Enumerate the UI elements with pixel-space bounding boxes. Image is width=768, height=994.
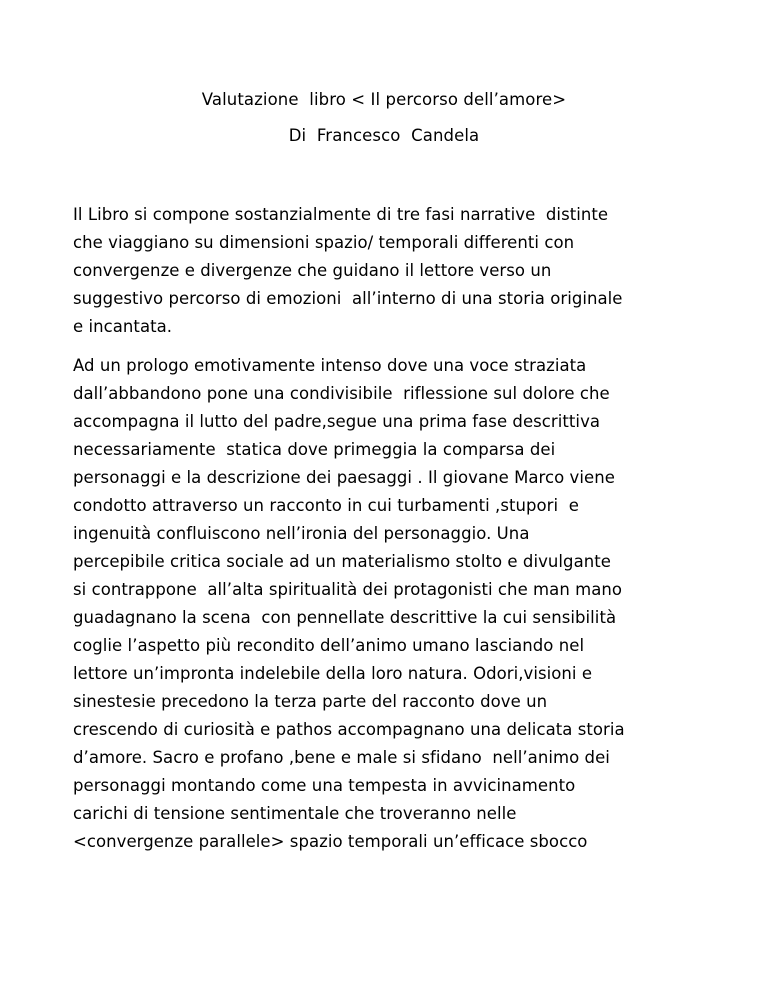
paragraph-2-line: si contrappone all’alta spiritualità dei protagonisti che man mano (73, 580, 623, 599)
paragraph-2-line: d’amore. Sacro e profano ,bene e male si sfidano nell’animo dei (73, 748, 610, 767)
paragraph-1-line: che viaggiano su dimensioni spazio/ temporali differenti con (73, 233, 575, 252)
paragraph-2-line: condotto attraverso un racconto in cui turbamenti ,stupori e (73, 496, 579, 515)
document-title: Valutazione libro < Il percorso dell’amore> (201, 90, 567, 109)
paragraph-2-line: Ad un prologo emotivamente intenso dove una voce straziata (73, 356, 587, 375)
paragraph-1-line: convergenze e divergenze che guidano il lettore verso un (73, 261, 552, 280)
paragraph-1-line: Il Libro si compone sostanzialmente di tre fasi narrative distinte (73, 205, 609, 224)
paragraph-1-line: e incantata. (73, 317, 173, 336)
paragraph-1-line: suggestivo percorso di emozioni all’interno di una storia originale (73, 289, 623, 308)
paragraph-2-line: carichi di tensione sentimentale che troveranno nelle (73, 804, 517, 823)
paragraph-2-line: personaggi e la descrizione dei paesaggi . Il giovane Marco viene (73, 468, 615, 487)
paragraph-2-line: ingenuità confluiscono nell’ironia del personaggio. Una (73, 524, 530, 543)
paragraph-2-line: guadagnano la scena con pennellate descrittive la cui sensibilità (73, 608, 617, 627)
paragraph-2-line: lettore un’impronta indelebile della loro natura. Odori,visioni e (73, 664, 593, 683)
paragraph-2-line: necessariamente statica dove primeggia la comparsa dei (73, 440, 556, 459)
paragraph-2-line: sinestesie precedono la terza parte del racconto dove un (73, 692, 548, 711)
paragraph-2-line: crescendo di curiosità e pathos accompagnano una delicata storia (73, 720, 625, 739)
paragraph-2-line: personaggi montando come una tempesta in avvicinamento (73, 776, 576, 795)
document-author: Di Francesco Candela (288, 126, 480, 145)
paragraph-2-line: dall’abbandono pone una condivisibile riflessione sul dolore che (73, 384, 610, 403)
paragraph-2-line: <convergenze parallele> spazio temporali un’efficace sbocco (73, 832, 588, 851)
paragraph-2-line: coglie l’aspetto più recondito dell’animo umano lasciando nel (73, 636, 585, 655)
paragraph-2-line: accompagna il lutto del padre,segue una prima fase descrittiva (73, 412, 601, 431)
paragraph-2-line: percepibile critica sociale ad un materialismo stolto e divulgante (73, 552, 611, 571)
